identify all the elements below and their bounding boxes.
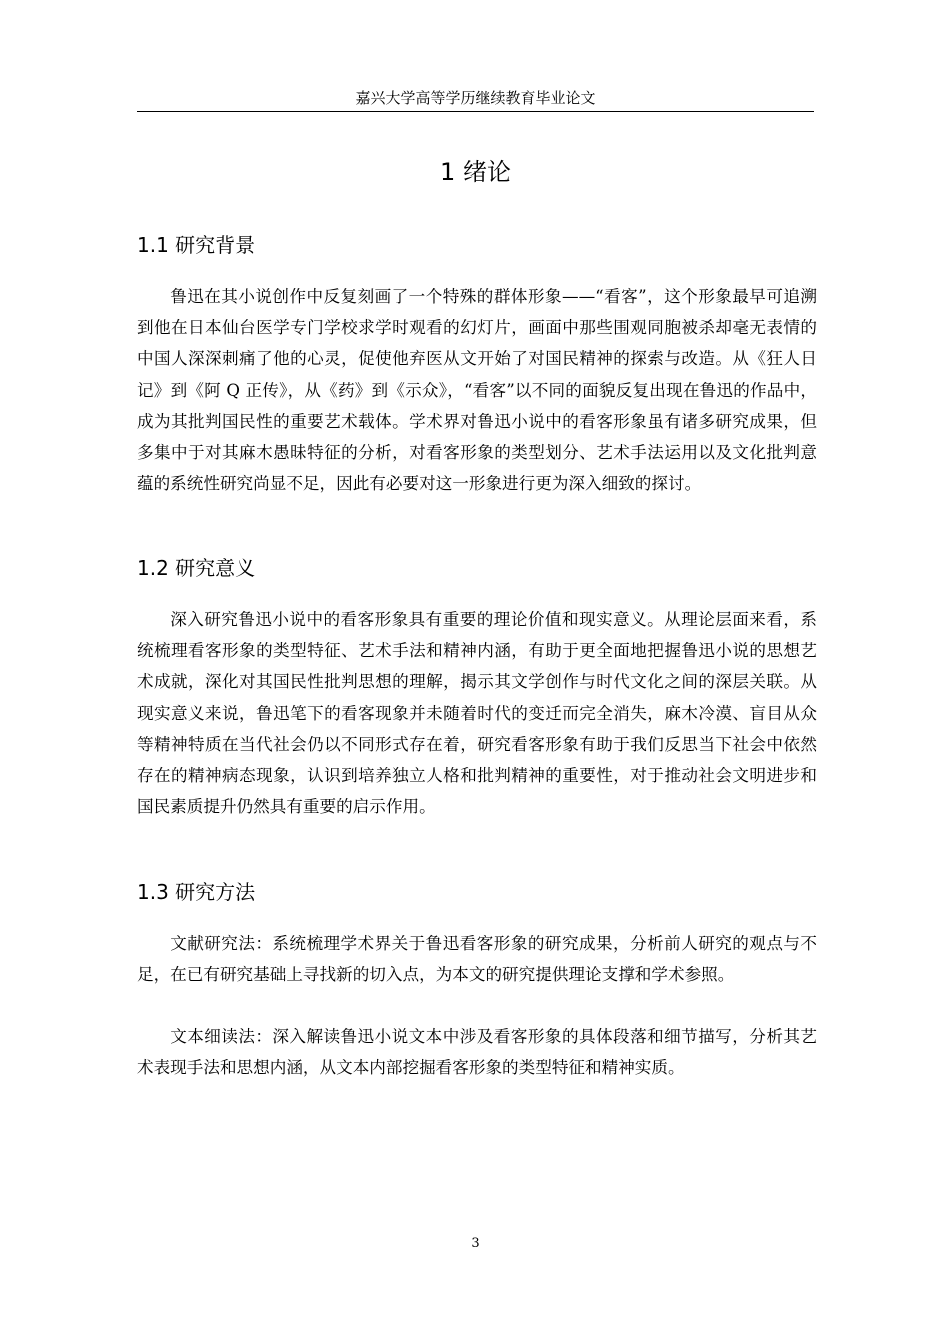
page-number: 3 — [471, 1236, 480, 1251]
paragraph-method-literature: 文献研究法：系统梳理学术界关于鲁迅看客形象的研究成果，分析前人研究的观点与不足，在已有研究基础上寻找新的切入点，为本文的研究提供理论支撑和学术参照。 — [137, 934, 817, 985]
running-header: 嘉兴大学高等学历继续教育毕业论文 — [355, 89, 596, 107]
section-title-1-3: 1.3 研究方法 — [137, 880, 256, 904]
chapter-title: 1 绪论 — [440, 158, 511, 186]
header-rule — [137, 111, 814, 112]
section-title-1-2: 1.2 研究意义 — [137, 556, 256, 580]
section-title-1-1: 1.1 研究背景 — [137, 233, 256, 257]
paragraph-method-close-reading: 文本细读法：深入解读鲁迅小说文本中涉及看客形象的具体段落和细节描写，分析其艺术表现手法和思想内涵，从文本内部挖掘看客形象的类型特征和精神实质。 — [137, 1027, 817, 1078]
paragraph-significance: 深入研究鲁迅小说中的看客形象具有重要的理论价值和现实意义。从理论层面来看，系统梳理看客形象的类型特征、艺术手法和精神内涵，有助于更全面地把握鲁迅小说的思想艺术成就，深化对其国民性批判思想的理解，揭示其文学创作与时代文化之间的深层关联。从现实意义来说，鲁迅笔下的看客现象并未随着时代的变迁而完全消失，麻木冷漠、盲目从众等精神特质在当代社会仍以不同形式存在着，研究看客形象有助于我们反思当下社会中依然存在的精神病态现象，认识到培养独立人格和批判精神的重要性，对于推动社会文明进步和国民素质提升仍然具有重要的启示作用。 — [137, 610, 817, 817]
paragraph-background: 鲁迅在其小说创作中反复刻画了一个特殊的群体形象——“看客”，这个形象最早可追溯到他在日本仙台医学专门学校求学时观看的幻灯片，画面中那些围观同胞被杀却毫无表情的中国人深深刺痛了他的心灵，促使他弃医从文开始了对国民精神的探索与改造。从《狂人日记》到《阿 Q 正传》，从《药》到《示众》，“看客”以不同的面貌反复出现在鲁迅的作品中，成为其批判国民性的重要艺术载体。学术界对鲁迅小说中的看客形象虽有诸多研究成果，但多集中于对其麻木愚昧特征的分析，对看客形象的类型划分、艺术手法运用以及文化批判意蕴的系统性研究尚显不足，因此有必要对这一形象进行更为深入细致的探讨。 — [137, 287, 817, 494]
